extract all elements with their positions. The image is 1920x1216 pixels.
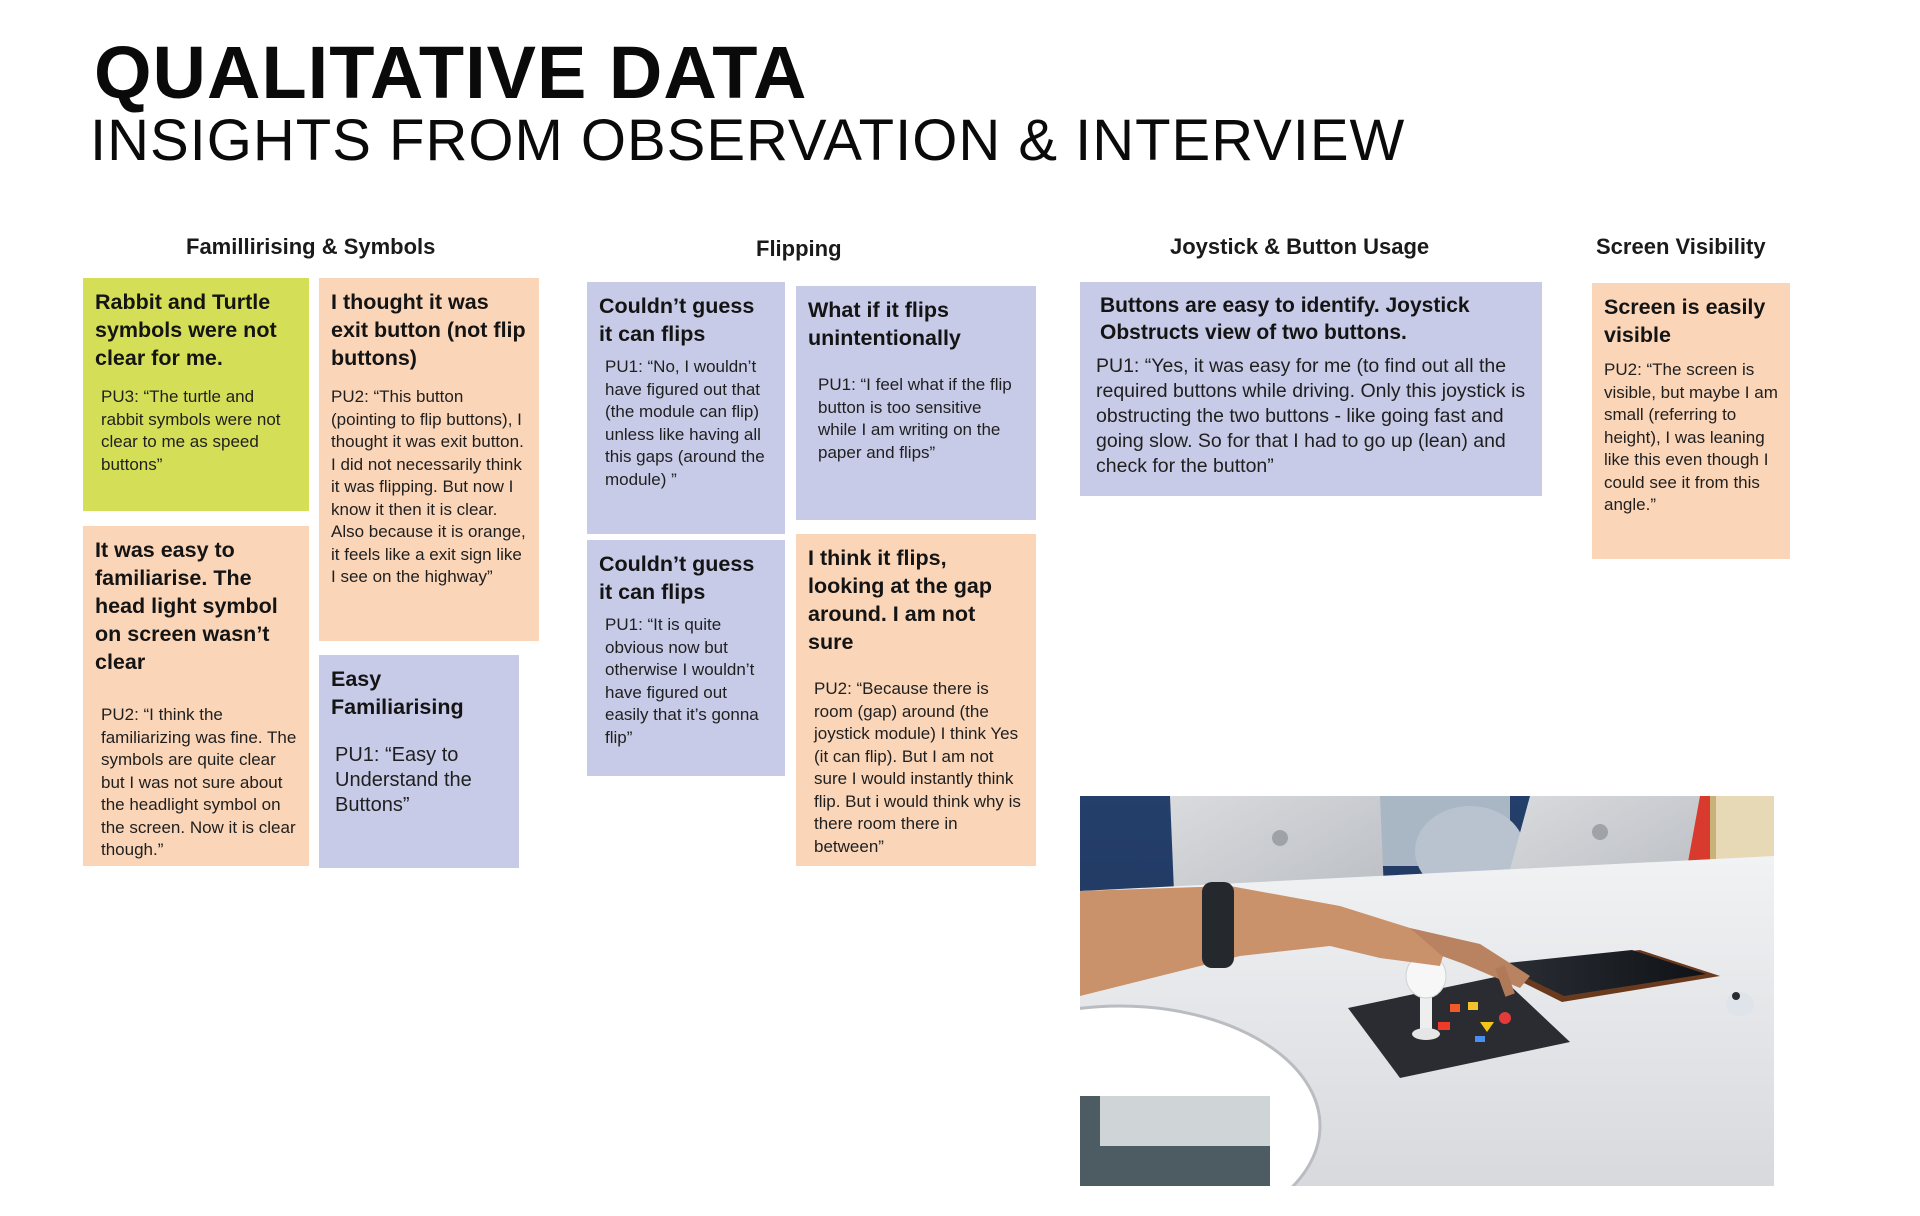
card-title: Couldn’t guess it can flips — [599, 294, 755, 346]
card-quote: PU3: “The turtle and rabbit symbols were not clear to me as speed buttons” — [101, 387, 281, 474]
card-quote: PU2: “This button (pointing to flip buttons), I thought it was exit button. I did not necessarily think it was flipping. But now I know it then it is clear. Also because it is orange, it feels like a exit sign like I see on the highway” — [331, 387, 526, 586]
card-quote: PU1: “Yes, it was easy for me (to find out all the required buttons while driving. Only this joystick is obstructing the two buttons - like going fast and going slow. So for that I had to go up (lean) and check for the button” — [1096, 355, 1526, 477]
section-heading-familiarising: Famillirising & Symbols — [186, 234, 436, 259]
insight-card-cant-guess-1 — [587, 282, 785, 534]
card-title: Rabbit and Turtle symbols were not clear for me. — [95, 290, 277, 370]
card-title: I think it flips, looking at the gap around. I am not sure — [808, 546, 992, 654]
insight-card-screen-visible — [1592, 283, 1790, 559]
card-quote: PU2: “I think the familiarizing was fine. The symbols are quite clear but I was not sure about the headlight symbol on the screen. Now it is clear though.” — [101, 705, 297, 859]
card-title: Screen is easily visible — [1604, 295, 1766, 347]
observation-photo — [1080, 796, 1774, 1186]
card-quote: PU2: “The screen is visible, but maybe I am small (referring to height), I was leaning like this even though I could see it from this angle.” — [1604, 360, 1778, 514]
photo-joystick-prototype — [1080, 796, 1774, 1186]
insight-card-flips-unintentionally — [796, 286, 1036, 520]
insight-card-cant-guess-2 — [587, 540, 785, 776]
card-title: Couldn’t guess it can flips — [599, 552, 755, 604]
page-subtitle: INSIGHTS FROM OBSERVATION & INTERVIEW — [90, 108, 1406, 173]
card-quote: PU1: “I feel what if the flip button is too sensitive while I am writing on the paper and flips” — [818, 375, 1012, 462]
card-title: I thought it was exit button (not flip buttons) — [331, 290, 526, 370]
insight-card-rabbit-turtle — [83, 278, 309, 511]
insight-card-think-it-flips — [796, 534, 1036, 866]
section-heading-screen: Screen Visibility — [1596, 234, 1766, 259]
card-quote: PU1: “No, I wouldn’t have figured out that (the module can flip) unless like having all this gaps (around the module) ” — [605, 357, 765, 489]
card-title: It was easy to familiarise. The head light symbol on screen wasn’t clear — [95, 538, 278, 674]
card-title: Buttons are easy to identify. Joystick Obstructs view of two buttons. — [1100, 294, 1470, 344]
card-title: What if it flips unintentionally — [808, 298, 961, 350]
section-heading-joystick: Joystick & Button Usage — [1170, 234, 1430, 259]
insight-card-exit-button — [319, 278, 539, 641]
card-quote: PU2: “Because there is room (gap) around (the joystick module) I think Yes (it can flip). But I am not sure I would instantly think flip. But i would think why is there room there in between” — [814, 679, 1021, 856]
insight-card-easy-familiarise — [83, 526, 309, 866]
card-title: Easy Familiarising — [331, 667, 464, 719]
insight-card-buttons-easy — [1080, 282, 1542, 496]
insight-card-easy-familiarising — [319, 655, 519, 868]
section-heading-flipping: Flipping — [756, 236, 842, 261]
card-quote: PU1: “Easy to Understand the Buttons” — [335, 744, 472, 816]
card-quote: PU1: “It is quite obvious now but otherwise I wouldn’t have figured out easily that it’s gonna flip” — [605, 615, 759, 747]
page-title: QUALITATIVE DATA — [94, 31, 808, 114]
